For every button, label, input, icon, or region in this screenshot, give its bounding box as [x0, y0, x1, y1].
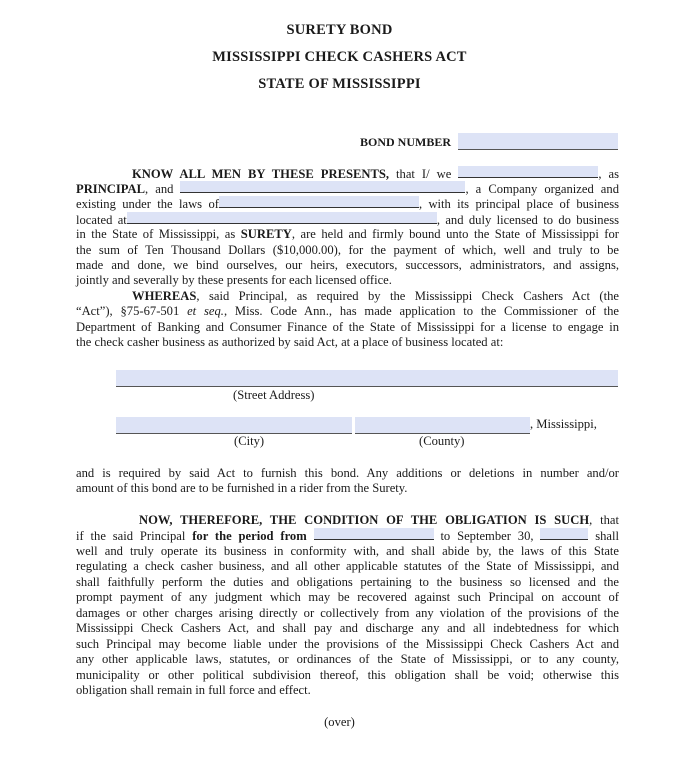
para1-line4	[76, 212, 619, 228]
para1-line8: jointly and severally by these presents for each licensed office.	[76, 273, 392, 287]
text: if the said Principal	[76, 529, 193, 543]
principal-label: PRINCIPAL	[76, 182, 146, 196]
para1-line6: the sum of Ten Thousand Dollars ($10,000.00), for the payment of which, well and truly to be	[76, 243, 619, 257]
para4-line3: well and truly operate its business in conformity with, and shall abide by, the laws of this State	[76, 544, 619, 558]
para4-line5: shall faithfully perform the duties and obligations pertaining to the business so licensed and the	[76, 575, 619, 589]
year-field[interactable]	[540, 528, 588, 540]
over-page-indicator: (over)	[324, 715, 355, 729]
para4-line11: municipality or other political subdivision thereof, this obligation shall be void; otherwise this	[76, 668, 619, 682]
text: , with its principal place of business	[418, 197, 620, 211]
text: existing under the laws of	[76, 197, 219, 211]
text: , a Company organized and	[465, 182, 619, 196]
para1-line5	[76, 227, 619, 242]
document-subtitle: MISSISSIPPI CHECK CASHERS ACT	[212, 49, 467, 65]
para4-line6: prompt payment of any judgment which may be recovered against such Principal on account of	[76, 590, 619, 604]
para4-line1	[76, 513, 619, 528]
para4-line2	[76, 528, 619, 544]
para2-line2	[76, 304, 619, 319]
principal-name-field[interactable]	[458, 166, 598, 178]
text: , and	[145, 182, 174, 196]
text: that I/ we	[389, 167, 452, 181]
now-therefore-text: NOW, THEREFORE, THE CONDITION OF THE OBLIGATION IS SUCH	[139, 513, 590, 527]
period-from-label: for the period from	[192, 529, 307, 543]
para4-line8: Mississippi Check Cashers Act, and shall pay and discharge any and all indebtedness for which	[76, 621, 619, 635]
et-seq-text: et seq.	[187, 304, 224, 318]
text: to September 30,	[433, 529, 534, 543]
mississippi-suffix: , Mississippi,	[530, 417, 597, 431]
para1-line2	[76, 181, 619, 197]
text: , as	[598, 167, 619, 181]
know-all-men-text: KNOW ALL MEN BY THESE PRESENTS,	[132, 167, 390, 181]
city-caption: (City)	[234, 434, 265, 448]
para2-line4: the check casher business as authorized by said Act, at a place of business located at:	[76, 335, 504, 349]
para1-line3	[76, 196, 619, 212]
text: located at	[76, 213, 127, 227]
para4-line9: such Principal may become liable under the provisions of the Mississippi Check Cashers Act and	[76, 637, 619, 651]
surety-location-field[interactable]	[127, 212, 437, 224]
para4-line12: obligation shall remain in full force and effect.	[76, 683, 311, 697]
whereas-text: WHEREAS	[132, 289, 197, 303]
street-address-field[interactable]	[116, 370, 618, 387]
text: , and duly licensed to do business	[436, 213, 619, 227]
state-of-organization-field[interactable]	[219, 196, 419, 208]
para4-line7: damages or other charges arising directly or collectively from any violation of the provisions of the	[76, 606, 619, 620]
county-field[interactable]	[355, 417, 530, 434]
para1-line7: made and done, we bind ourselves, our heirs, executors, successors, administrators, and assigns,	[76, 258, 619, 272]
para2-line1	[76, 289, 619, 304]
text: , Miss. Code Ann., has made application to the Commissioner of the	[223, 304, 620, 318]
para3-line2: amount of this bond are to be furnished in a rider from the Surety.	[76, 481, 408, 495]
county-caption: (County)	[419, 434, 465, 448]
period-from-field[interactable]	[314, 528, 434, 540]
text: , said Principal, as required by the Mississippi Check Cashers Act (the	[196, 289, 619, 303]
para4-line4: regulating a check casher business, and all other applicable statutes of the State of Mississippi, and	[76, 559, 619, 573]
bond-number-field[interactable]	[458, 133, 618, 150]
text: , are held and firmly bound unto the State of Mississippi for	[291, 227, 619, 241]
para2-line3: Department of Banking and Consumer Finance of the State of Mississippi for a license to engage in	[76, 320, 619, 334]
city-field[interactable]	[116, 417, 352, 434]
para3-line1: and is required by said Act to furnish this bond. Any additions or deletions in number and/or	[76, 466, 619, 480]
street-address-caption: (Street Address)	[233, 388, 315, 402]
document-state: STATE OF MISSISSIPPI	[258, 76, 421, 92]
document-title: SURETY BOND	[286, 22, 393, 38]
bond-number-label: BOND NUMBER	[360, 135, 452, 149]
text: in the State of Mississippi, as	[76, 227, 241, 241]
text: , that	[589, 513, 619, 527]
para4-line10: any other applicable laws, statutes, or ordinances of the State of Mississippi, or to any county,	[76, 652, 619, 666]
surety-company-field[interactable]	[180, 181, 465, 193]
text: shall	[588, 529, 620, 543]
surety-label: SURETY	[240, 227, 292, 241]
text: “Act”), §75-67-501	[76, 304, 188, 318]
para1-line1	[76, 166, 619, 182]
